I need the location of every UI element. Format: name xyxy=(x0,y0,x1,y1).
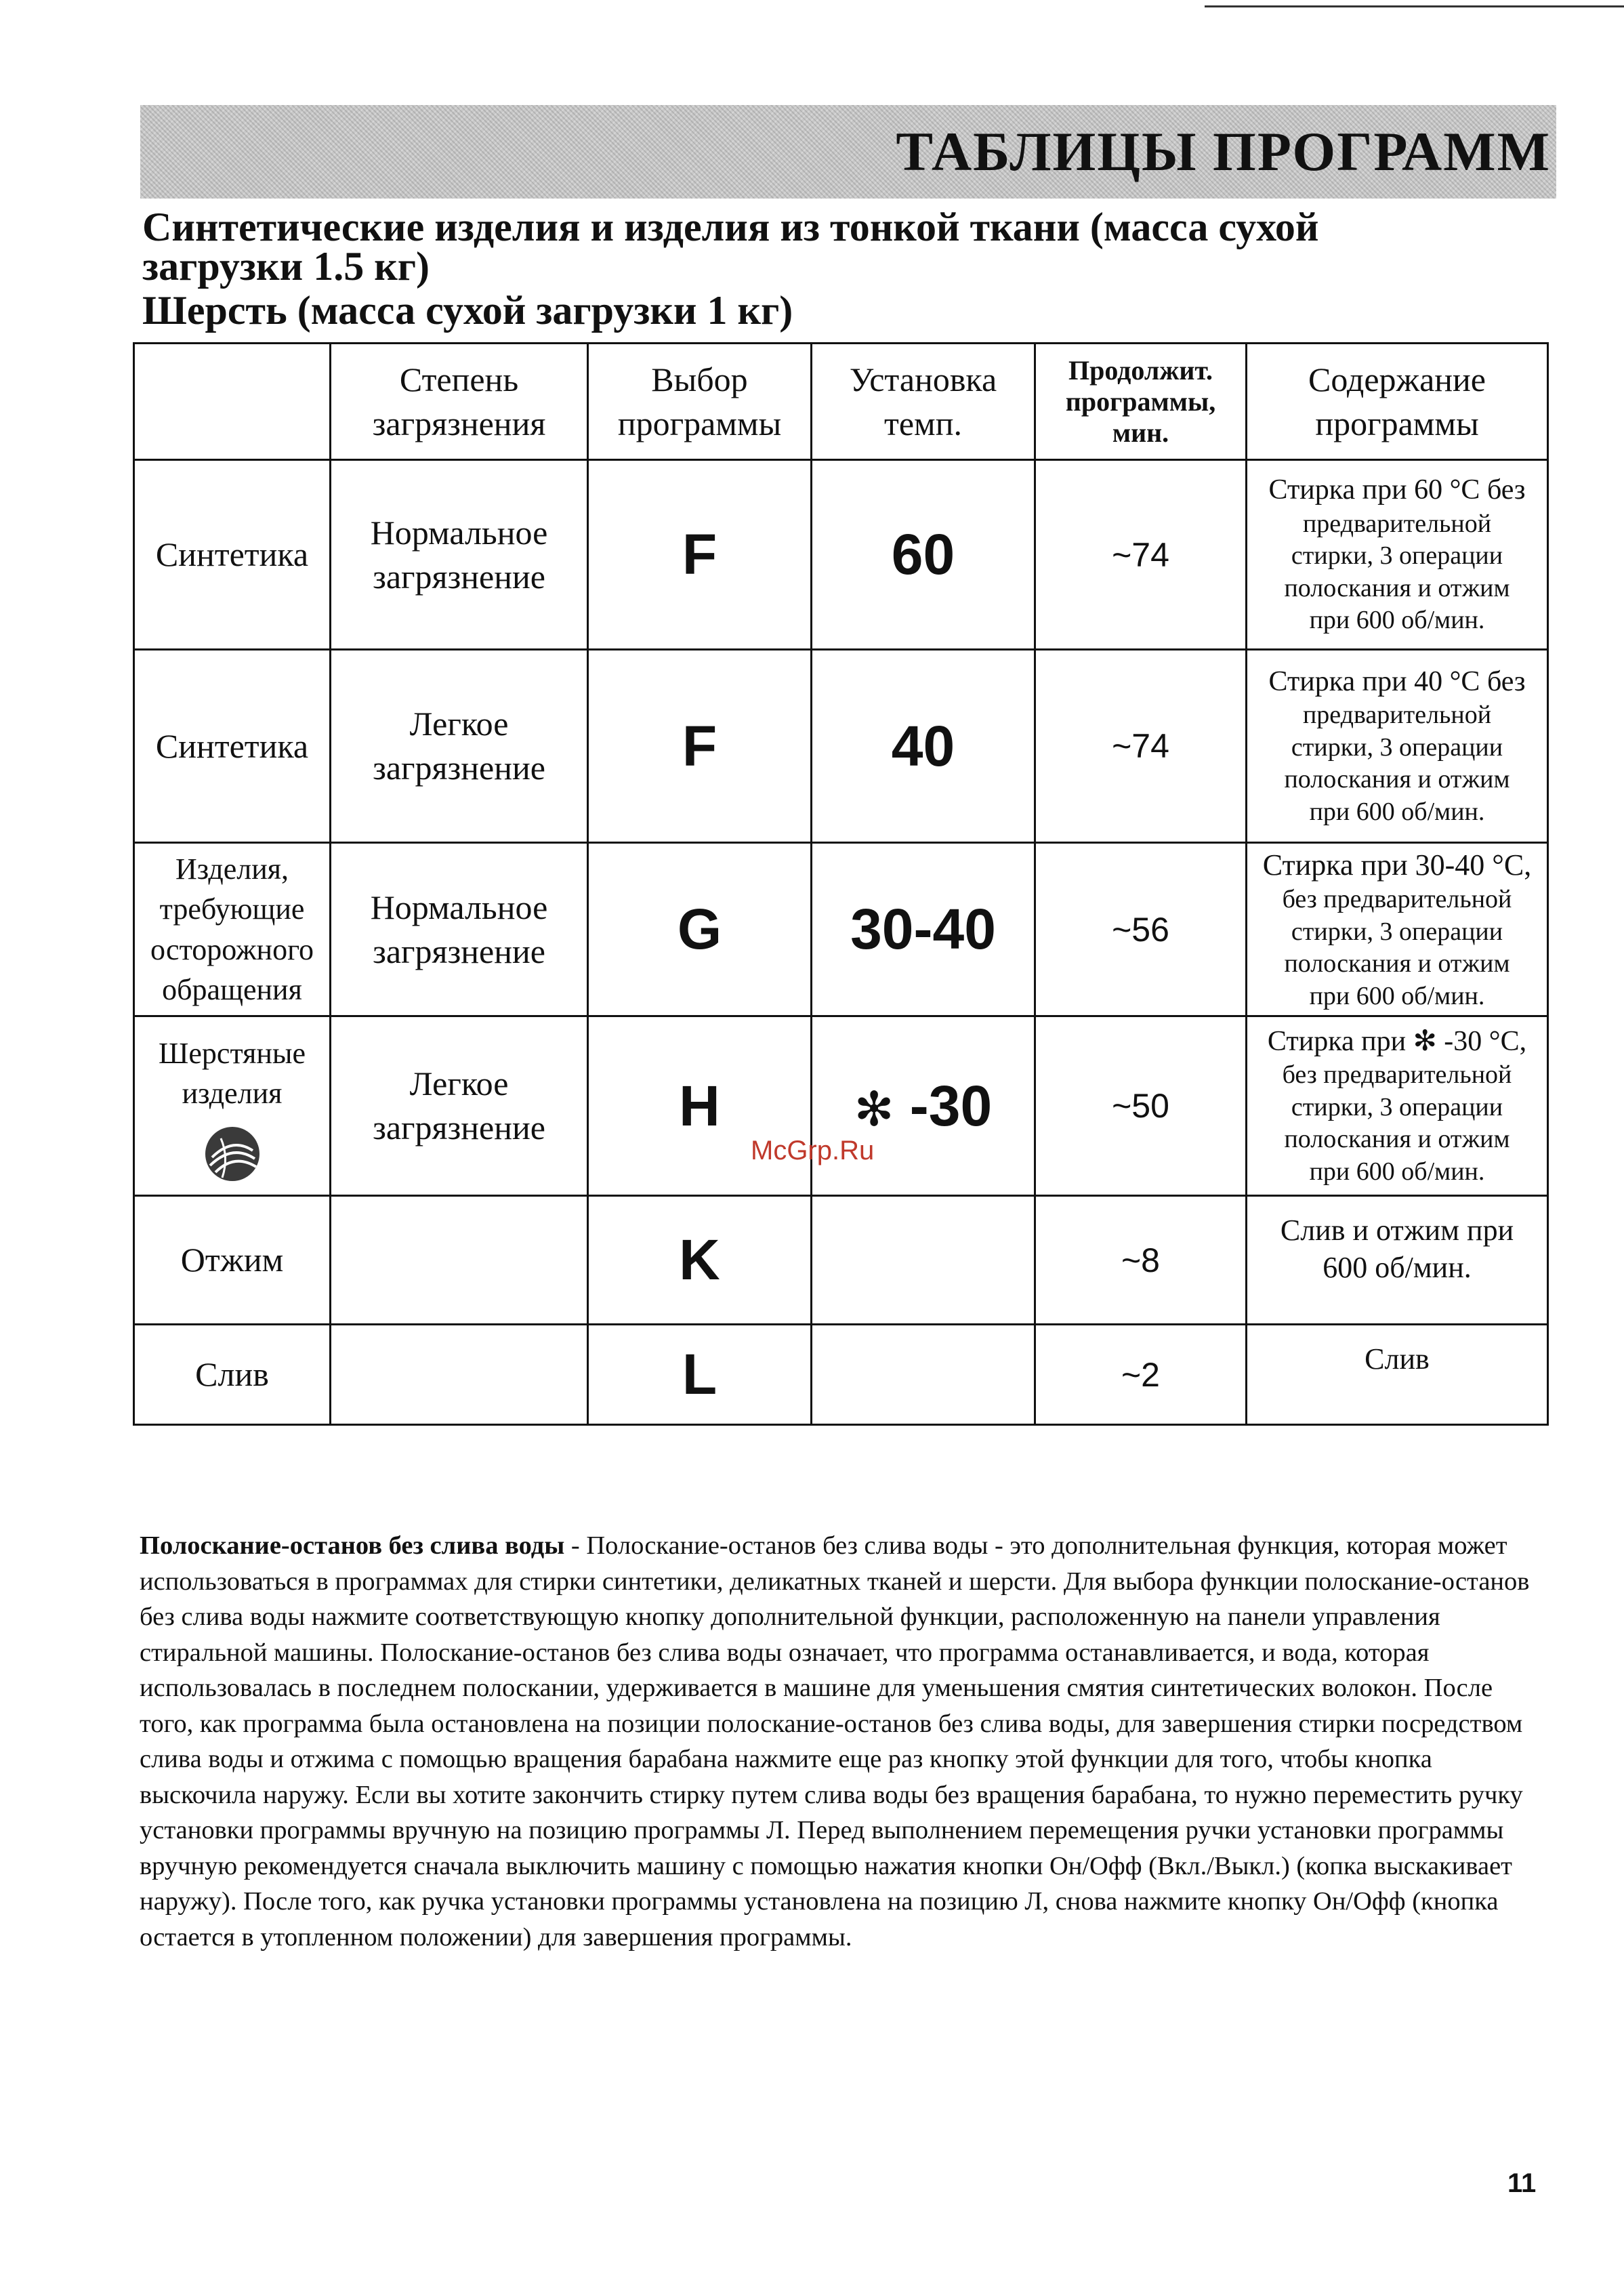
soil-line1: Легкое xyxy=(409,1065,509,1102)
desc-line2: 600 об/мин. xyxy=(1323,1251,1472,1284)
table-row xyxy=(134,843,1548,1016)
row-program-content xyxy=(1247,843,1548,1016)
section-banner xyxy=(140,105,1556,199)
table-row xyxy=(134,650,1548,843)
header-program-content xyxy=(1247,344,1548,460)
row-program-letter: F xyxy=(588,460,812,650)
wool-ball-icon xyxy=(202,1123,263,1184)
snowflake-icon: ✻ xyxy=(854,1082,894,1136)
row-temperature: 60 xyxy=(812,460,1035,650)
desc-line3: стирки, 3 операции xyxy=(1291,917,1503,946)
table-row xyxy=(134,1325,1548,1425)
desc-line3: стирки, 3 операции xyxy=(1291,732,1503,762)
desc-line2: предварительной xyxy=(1302,701,1492,730)
table-row xyxy=(134,1196,1548,1325)
row-duration: ~50 xyxy=(1035,1016,1247,1196)
row-category: Слив xyxy=(134,1325,331,1425)
soil-line1: Легкое xyxy=(409,705,509,743)
header-program xyxy=(588,344,812,460)
soil-line2: загрязнение xyxy=(373,932,545,970)
row-program-letter: K xyxy=(588,1196,812,1325)
row-soil-level xyxy=(331,1325,588,1425)
desc-line3: стирки, 3 операции xyxy=(1291,541,1503,571)
watermark: McGrp.Ru xyxy=(751,1136,875,1165)
snowflake-icon: ✻ xyxy=(1413,1025,1437,1057)
banner-title: ТАБЛИЦЫ ПРОГРАММ xyxy=(896,121,1551,182)
header-temp-line1: Установка xyxy=(849,360,997,398)
header-soil-level xyxy=(331,344,588,460)
top-rule xyxy=(1205,5,1624,7)
row-program-content xyxy=(1247,1196,1548,1325)
row-program-content xyxy=(1247,1016,1548,1196)
desc-line5: при 600 об/мин. xyxy=(1309,981,1485,1010)
desc-line4: полоскания и отжим xyxy=(1284,573,1510,602)
row-program-letter: G xyxy=(588,843,812,1016)
row-temperature xyxy=(812,1016,1035,1196)
desc-line4: полоскания и отжим xyxy=(1284,1125,1510,1154)
soil-line1: Нормальное xyxy=(370,888,548,926)
row-program-content xyxy=(1247,460,1548,650)
desc-line1: Стирка при 40 °С без xyxy=(1268,665,1526,697)
soil-line2: загрязнение xyxy=(373,1109,545,1146)
row-duration: ~56 xyxy=(1035,843,1247,1016)
desc-line2: предварительной xyxy=(1302,509,1492,538)
table-row xyxy=(134,460,1548,650)
row-duration: ~2 xyxy=(1035,1325,1247,1425)
table-row xyxy=(134,1016,1548,1196)
row-program-letter: L xyxy=(588,1325,812,1425)
desc-line4: полоскания и отжим xyxy=(1284,949,1510,978)
category-line3: осторожного xyxy=(150,932,314,966)
desc-line2: без предварительной xyxy=(1282,1060,1512,1090)
soil-line2: загрязнение xyxy=(373,557,545,596)
header-content-line1: Содержание xyxy=(1308,360,1486,398)
row-soil-level xyxy=(331,843,588,1016)
body-text: - Полоскание-останов без слива воды - это дополнительная функция, которая может использоваться в программах для стирки синтетики, деликатных тканей и шерсти. Для выбора функции полоскание-останов без слива воды нажмите соответствующую кнопку дополнительной функции, расположенную на панели управления стиральной машины. Полоскание-останов без слива воды означает, что программа останавливается, и вода, которая использовалась в последнем полоскании, удерживается в машине для уменьшения смятия синтетических волокон. После того, как программа была остановлена на позиции полоскание-останов без слива воды, для завершения стирки посредством слива воды и отжима с помощью вращения барабана нажмите еще раз кнопку этой функции для того, чтобы кнопка выскочила наружу. Если вы хотите закончить стирку путем слива воды без вращения барабана, то нужно переместить ручку установки программы вручную на позицию программы Л. Перед выполнением перемещения ручки установки программы вручную рекомендуется сначала выключить машину с помощью нажатия кнопки Он/Офф (Вкл./Выкл.) (копка выскакивает наружу). После того, как ручка установки программы установлена на позицию Л, снова нажмите кнопку Он/Офф (кнопка остается в утопленном положении) для завершения программы. xyxy=(140,1531,1530,1951)
table-header-row xyxy=(134,344,1548,460)
header-program-line2: программы xyxy=(617,404,782,442)
soil-line1: Нормальное xyxy=(370,513,548,552)
desc-line1-temp: -30 °С, xyxy=(1444,1025,1527,1057)
row-category xyxy=(134,843,331,1016)
heading-synthetics-load: загрузки 1.5 кг) xyxy=(142,244,430,289)
row-soil-level xyxy=(331,650,588,843)
heading-wool: Шерсть (масса сухой загрузки 1 кг) xyxy=(142,288,793,333)
desc-line1: Слив и отжим при xyxy=(1280,1214,1514,1247)
row-duration: ~74 xyxy=(1035,650,1247,843)
category-line1: Изделия, xyxy=(175,852,289,886)
row-duration: ~8 xyxy=(1035,1196,1247,1325)
category-line2: требующие xyxy=(159,892,305,926)
header-content-line2: программы xyxy=(1315,404,1479,442)
row-category xyxy=(134,1016,331,1196)
desc-line5: при 600 об/мин. xyxy=(1309,606,1485,635)
row-category: Синтетика xyxy=(134,650,331,843)
header-soil-line2: загрязнения xyxy=(372,404,546,442)
header-duration-line1: Продолжит. xyxy=(1068,354,1213,386)
row-program-content xyxy=(1247,1325,1548,1425)
desc-line4: полоскания и отжим xyxy=(1284,765,1510,794)
desc-line1: Слив xyxy=(1365,1342,1430,1376)
category-line4: обращения xyxy=(162,972,302,1006)
row-temperature: 30-40 xyxy=(812,843,1035,1016)
header-temperature xyxy=(812,344,1035,460)
row-temperature xyxy=(812,1325,1035,1425)
header-duration-line2: программы, xyxy=(1065,386,1216,417)
row-program-letter: H xyxy=(588,1016,812,1196)
header-temp-line2: темп. xyxy=(884,404,962,442)
program-table xyxy=(133,342,1549,1426)
row-program-content xyxy=(1247,650,1548,843)
row-duration: ~74 xyxy=(1035,460,1247,650)
category-line2: изделия xyxy=(182,1077,283,1111)
desc-line1 xyxy=(1251,1024,1543,1060)
header-duration xyxy=(1035,344,1247,460)
desc-line3: стирки, 3 операции xyxy=(1291,1092,1503,1121)
page-number: 11 xyxy=(1507,2168,1537,2198)
row-temperature: 40 xyxy=(812,650,1035,843)
row-soil-level xyxy=(331,1196,588,1325)
row-soil-level xyxy=(331,1016,588,1196)
temperature-value: -30 xyxy=(909,1073,993,1138)
category-line1: Шерстяные xyxy=(159,1037,306,1070)
desc-line1: Стирка при 30-40 °С, xyxy=(1262,848,1532,882)
heading-synthetics: Синтетические изделия и изделия из тонкой ткани (масса сухой xyxy=(142,205,1319,249)
desc-line2: без предварительной xyxy=(1282,885,1512,913)
desc-line5: при 600 об/мин. xyxy=(1309,797,1485,826)
header-program-line1: Выбор xyxy=(651,360,748,398)
row-category: Синтетика xyxy=(134,460,331,650)
row-program-letter: F xyxy=(588,650,812,843)
body-paragraph xyxy=(140,1528,1545,1955)
row-category: Отжим xyxy=(134,1196,331,1325)
desc-line1-text: Стирка при xyxy=(1267,1025,1407,1057)
row-soil-level xyxy=(331,460,588,650)
header-category xyxy=(134,344,331,460)
desc-line1: Стирка при 60 °С без xyxy=(1268,474,1526,506)
desc-line5: при 600 об/мин. xyxy=(1309,1157,1485,1186)
row-temperature xyxy=(812,1196,1035,1325)
header-soil-line1: Степень xyxy=(399,360,519,398)
body-bold-lead: Полоскание-останов без слива воды xyxy=(140,1531,565,1560)
soil-line2: загрязнение xyxy=(373,749,545,787)
header-duration-line3: мин. xyxy=(1112,417,1169,448)
